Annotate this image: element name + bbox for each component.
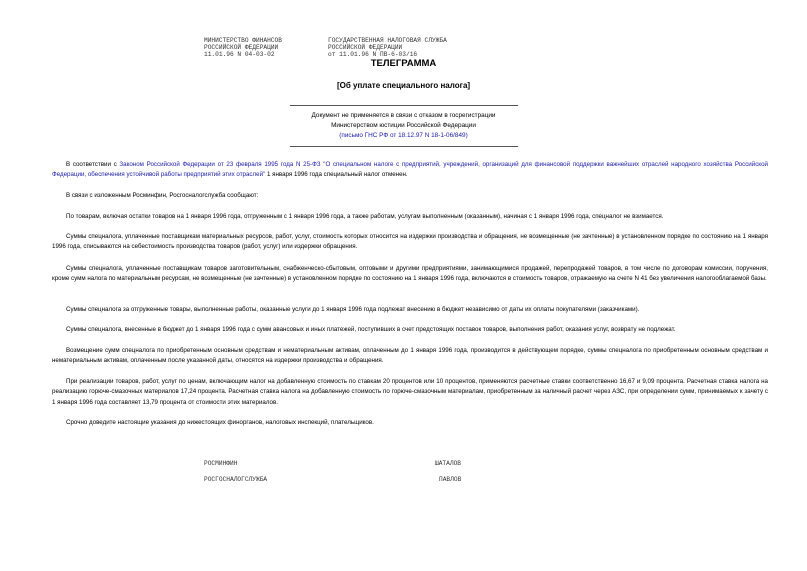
paragraph-text: 1 января 1996 года специальный налог отменен.	[265, 171, 408, 179]
document-subtitle: [Об уплате специального налога]	[336, 81, 471, 90]
header-right-line: от 11.01.96 N ПВ-6-03/16	[328, 51, 418, 58]
header-left	[204, 37, 282, 58]
header-right-line: ГОСУДАРСТВЕННАЯ НАЛОГОВАЯ СЛУЖБА	[328, 37, 447, 44]
header-left-line: РОССИЙСКОЙ ФЕДЕРАЦИИ	[204, 44, 279, 51]
notice-line: Документ не применяется в связи с отказом в госрегистрации	[311, 112, 496, 119]
paragraph-1	[52, 160, 768, 181]
signature-org: РОСМИНФИН	[204, 460, 238, 467]
paragraph-7: Суммы спецналога, внесенные в бюджет до 1 января 1996 года с сумм авансовых и иных платежей, поступивших в счет предстоящих поставок товаров, выполнения работ, оказания услуг, возврату не подлежат.	[66, 326, 676, 333]
paragraph-8: Возмещение сумм спецналога по приобретенным основным средствам и нематериальным активам, оплаченным до 1 января 1996 года, производится в действующем порядке, суммы спецналога по приобретенным основным средствам и нематериальным активам, оплаченным после указанной даты, относятся на издержки производства и обращения.	[52, 347, 768, 365]
notice-bottom-divider	[290, 146, 518, 147]
header-right-line: РОССИЙСКОЙ ФЕДЕРАЦИИ	[328, 44, 403, 51]
header-left-line: МИНИСТЕРСТВО ФИНАНСОВ	[204, 37, 282, 44]
paragraph-text: В соответствии с	[66, 161, 120, 168]
notice-line: Министерством юстиции Российской Федерации	[331, 122, 476, 129]
paragraph-6: Суммы спецналога за отгруженные товары, выполненные работы, оказанные услуги до 1 января 1996 года подлежат внесению в бюджет независимо от даты их оплаты покупателями (заказчиками).	[66, 306, 640, 313]
document-title: ТЕЛЕГРАММА	[370, 58, 437, 69]
signature-name: ПАВЛОВ	[439, 476, 462, 483]
law-link[interactable]: Законом Российской Федерации от 23 февраля 1995 года N 25-ФЗ "О специальном налоге с предприятий, учреждений, организаций для финансовой поддержки важнейших отраслей народного хозяйства Российской Федерации, обеспечения устойчивой работы предприятий этих отраслей"	[52, 161, 768, 179]
signature-org: РОСГОСНАЛОГСЛУЖБА	[204, 476, 268, 483]
paragraph-2: В связи с изложенным Росминфин, Росгосналогслужба сообщают:	[66, 192, 259, 199]
paragraph-3: По товарам, включая остатки товаров на 1 января 1996 года, отгруженным с 1 января 1996 года, а также работам, услугам выполненным (оказанным), начиная с 1 января 1996 года, спецналог не взимается.	[66, 213, 664, 220]
paragraph-10: Срочно доведите настоящие указания до нижестоящих финорганов, налоговых инспекций, плательщиков.	[66, 419, 374, 426]
header-left-line: 11.01.96 N 04-03-02	[204, 51, 275, 58]
paragraph-4: Суммы спецналога, уплаченные поставщикам материальных ресурсов, работ, услуг, стоимость которых относится на издержки производства и обращения, не возмещенные (не зачтенные) в установленном порядке по состоянию на 1 января 1996 года, списываются на себестоимость производства товаров (работ, услуг) или издержки обращения.	[52, 233, 768, 251]
signature-name: ШАТАЛОВ	[435, 460, 461, 467]
notice-letter-link[interactable]: (письмо ГНС РФ от 18.12.97 N 18-1-06/849)	[339, 132, 468, 139]
header-right	[328, 37, 447, 58]
paragraph-9: При реализации товаров, работ, услуг по ценам, включающим налог на добавленную стоимость по ставкам 20 процентов или 10 процентов, применяются расчетные ставки соответственно 16,67 и 9,09 процента. Расчетная ставка налога на реализацию горюче-смазочных материалов 17,24 процента. Расчетная ставка налога на добавленную стоимость по горюче-смазочным материалам, приобретенным за наличный расчет через АЗС, при определении сумм, принимаемых к зачету с 1 января 1996 года составляет 13,79 процента от стоимости этих материалов.	[52, 378, 768, 406]
paragraph-5: Суммы спецналога, уплаченные поставщикам товаров заготовительным, снабженческо-сбытовым, оптовыми и другими предприятиями, занимающимися продажей, перепродажей товаров, в том числе по договорам комиссии, поручения, кроме сумм налога по материальным ресурсам, не возмещенные (не зачтенные) в установленном порядке по состоянию на 1 января 1996 года, включаются в стоимость товаров, отражаемую на счете N 41 без увеличения налогооблагаемой базы.	[52, 265, 768, 283]
notice-top-divider	[290, 105, 518, 106]
